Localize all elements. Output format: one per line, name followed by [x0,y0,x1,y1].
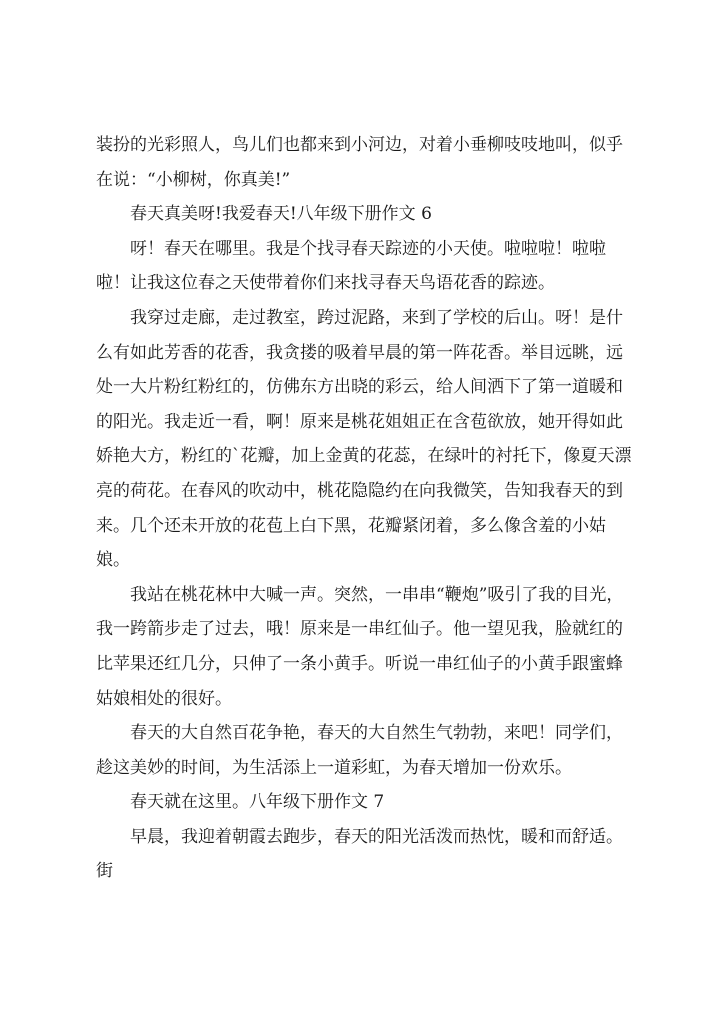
paragraph-3: 呀！春天在哪里。我是个找寻春天踪迹的小天使。啦啦啦！啦啦啦！让我这位春之天使带着你们来找寻春天鸟语花香的踪迹。 [96,238,606,294]
document-body [96,128,636,889]
essay-heading-6: 春天真美呀!我爱春天!八年级下册作文 6 [130,204,432,225]
paragraph-8: 早晨，我迎着朝霞去跑步，春天的阳光活泼而热忱，暖和而舒适。街 [96,826,623,882]
essay-heading-7: 春天就在这里。八年级下册作文 7 [130,792,385,813]
paragraph-4: 我穿过走廊，走过教室，跨过泥路，来到了学校的后山。呀！是什么有如此芳香的花香，我贪搂的吸着早晨的第一阵花香。举目远眺，远处一大片粉红粉红的，仿佛东方出晓的彩云，给人间洒下了第一道暖和的阳光。我走近一看，啊！原来是桃花姐姐正在含苞欲放，她开得如此娇艳大方，粉红的`花瓣，加上金黄的花蕊，在绿叶的衬托下，像夏天漂亮的荷花。在春风的吹动中，桃花隐隐约在向我微笑，告知我春天的到来。几个还未开放的花苞上白下黑，花瓣紧闭着，多么像含羞的小姑娘。 [96,307,632,571]
paragraph-5: 我站在桃花林中大喊一声。突然，一串串“鞭炮”吸引了我的目光，我一跨箭步走了过去，哦！原来是一串红仙子。他一望见我，脸就红的比苹果还红几分，只伸了一条小黄手。听说一串红仙子的小黄手跟蜜蜂姑娘相处的很好。 [96,584,624,709]
paragraph-6: 春天的大自然百花争艳，春天的大自然生气勃勃，来吧！同学们，趁这美妙的时间，为生活添上一道彩虹，为春天增加一份欢乐。 [96,723,623,778]
paragraph-1: 装扮的光彩照人，鸟儿们也都来到小河边，对着小垂柳吱吱地叫，似乎在说：“小柳树，你真美!” [96,135,623,190]
